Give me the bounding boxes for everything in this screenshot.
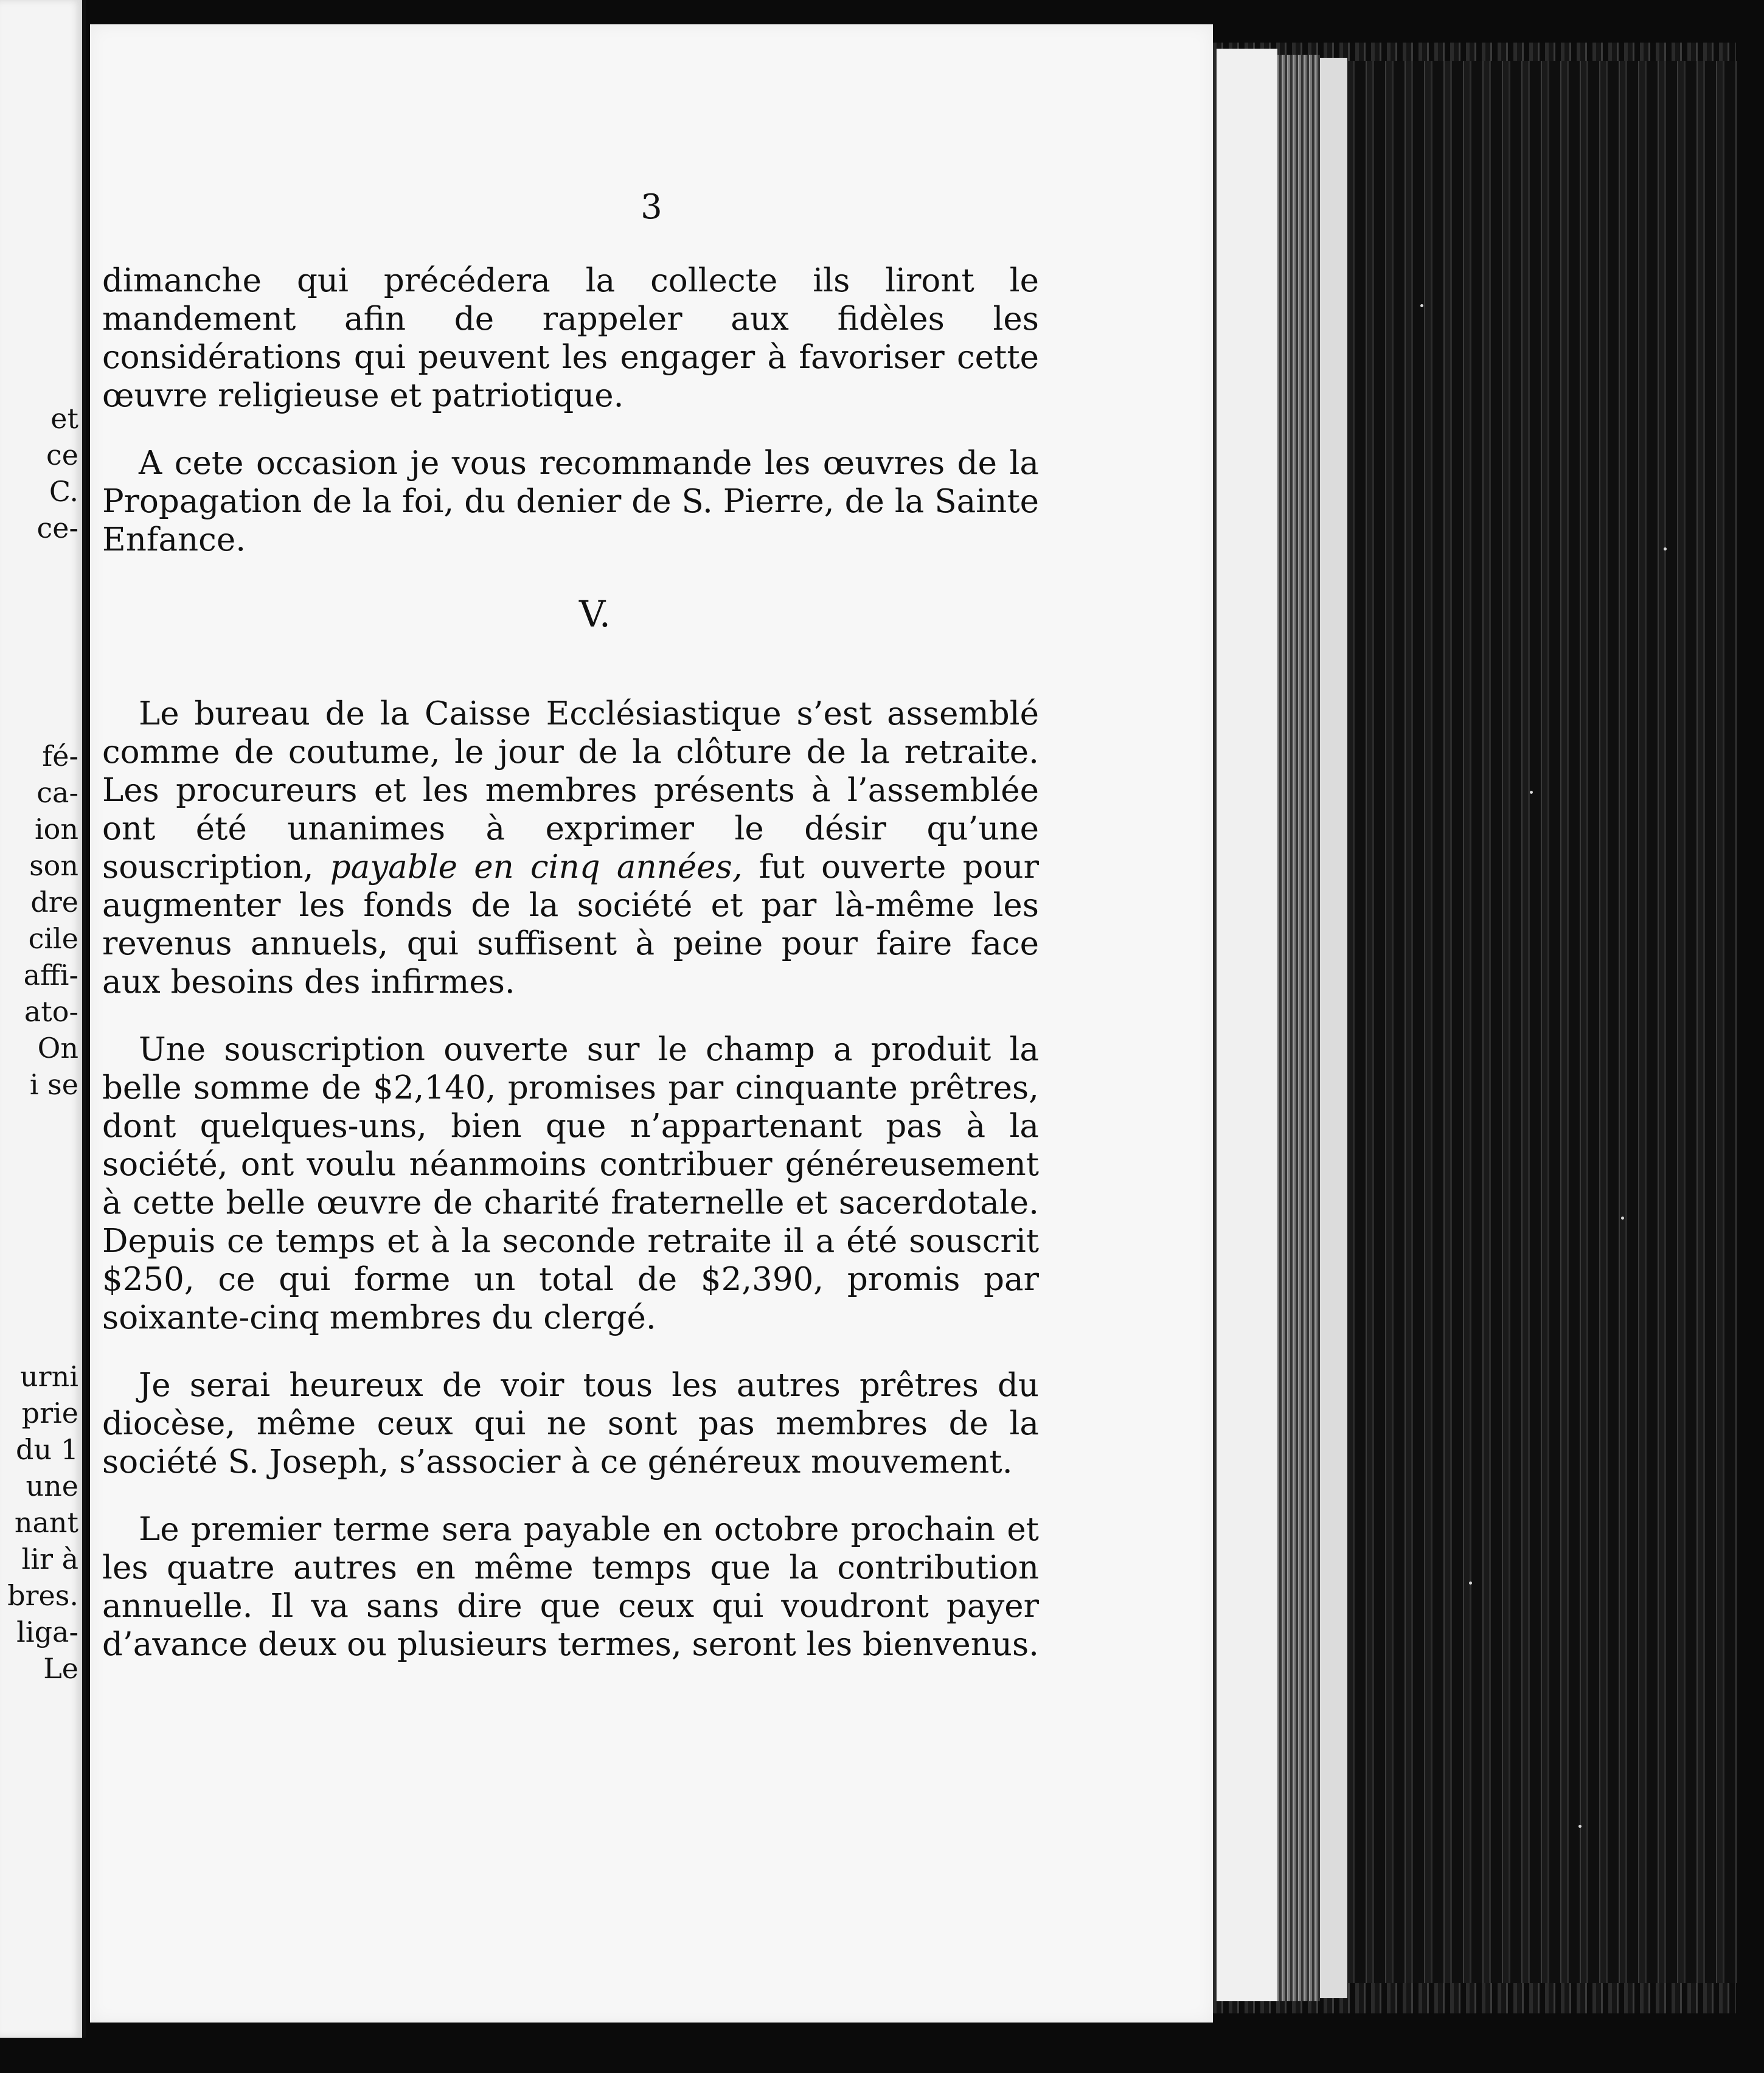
main-page: [90, 24, 1213, 2023]
left-fragment: ce: [46, 439, 78, 471]
left-fragment: une: [26, 1470, 78, 1502]
left-fragment: nant: [14, 1506, 78, 1539]
paragraph-text: fut ouverte pour augmenter les fonds de la société et par là-même les revenus annuels, qui suffisent à peine pour faire face aux besoins des infirmes.: [102, 849, 1039, 1001]
dust-speck: [1621, 1217, 1624, 1220]
paragraph: Je serai heureux de voir tous les autres prêtres du diocèse, même ceux qui ne sont pas membres de la société S. Joseph, s’associer à ce généreux mouvement.: [102, 1367, 1039, 1481]
page-edge-strip: [1277, 55, 1320, 2001]
paragraph: [102, 695, 1039, 1001]
page-edge-white: [1217, 49, 1277, 2001]
page-number: 3: [641, 187, 662, 227]
left-fragment: Le: [43, 1652, 78, 1685]
left-fragment: ato-: [24, 995, 78, 1028]
left-fragment: prie: [21, 1397, 78, 1429]
dust-speck: [1469, 1582, 1472, 1585]
left-fragment: affi-: [23, 959, 78, 991]
left-fragment: lir à: [21, 1543, 78, 1575]
left-fragment: C.: [49, 475, 78, 508]
dust-speck: [1420, 304, 1423, 307]
italic-text: payable en cinq années,: [330, 849, 743, 886]
left-fragment: cile: [28, 922, 78, 955]
left-fragment: ce-: [36, 512, 78, 544]
section-heading: V.: [579, 593, 611, 636]
left-fragment: ca-: [36, 776, 78, 809]
left-fragment: et: [50, 402, 78, 435]
paragraph-text: Le bureau de la Caisse Ecclésiastique s’est assemblé comme de coutume, le jour de la clôture de la retraite. Les procureurs et les membres présents à l’assemblée ont été unanimes à exprimer le désir qu’une souscription,: [102, 695, 1039, 886]
left-fragment: On: [37, 1032, 78, 1064]
left-fragment: bres.: [7, 1579, 78, 1612]
left-fragment: ion: [34, 813, 78, 846]
text-block: [102, 262, 1039, 1693]
paragraph: A cete occasion je vous recommande les œuvres de la Propagation de la foi, du denier de S. Pierre, de la Sainte Enfance.: [102, 445, 1039, 558]
left-fragment: dre: [30, 886, 78, 918]
page-edge-dark: [1347, 61, 1737, 1983]
left-page-fragment: [0, 0, 86, 2038]
left-fragment: son: [29, 849, 78, 882]
paragraph: dimanche qui précédera la collecte ils liront le mandement afin de rappeler aux fidèles les considérations qui peuvent les engager à favoriser cette œuvre religieuse et patriotique.: [102, 262, 1039, 414]
left-fragment: i se: [29, 1068, 78, 1101]
dust-speck: [1664, 547, 1667, 550]
left-fragment: fé-: [42, 740, 78, 773]
left-fragment: urni: [20, 1360, 78, 1393]
paragraph: Une souscription ouverte sur le champ a produit la belle somme de $2,140, promises par cinquante prêtres, dont quelques-uns, bien que n’appartenant pas à la société, ont voulu néanmoins contribuer généreusement à cette belle œuvre de charité fraternelle et sacerdotale. Depuis ce temps et à la seconde retraite il a été souscrit $250, ce qui forme un total de $2,390, promis par soixante-cinq membres du clergé.: [102, 1031, 1039, 1336]
dust-speck: [1578, 1825, 1582, 1828]
dust-speck: [1530, 791, 1533, 794]
left-fragment: liga-: [16, 1616, 78, 1648]
page-edge-white: [1320, 58, 1347, 1998]
left-fragment: du 1: [16, 1433, 78, 1466]
paragraph: Le premier terme sera payable en octobre prochain et les quatre autres en même temps que la contribution annuelle. Il va sans dire que ceux qui voudront payer d’avance deux ou plusieurs termes, seront les bienvenus.: [102, 1511, 1040, 1663]
